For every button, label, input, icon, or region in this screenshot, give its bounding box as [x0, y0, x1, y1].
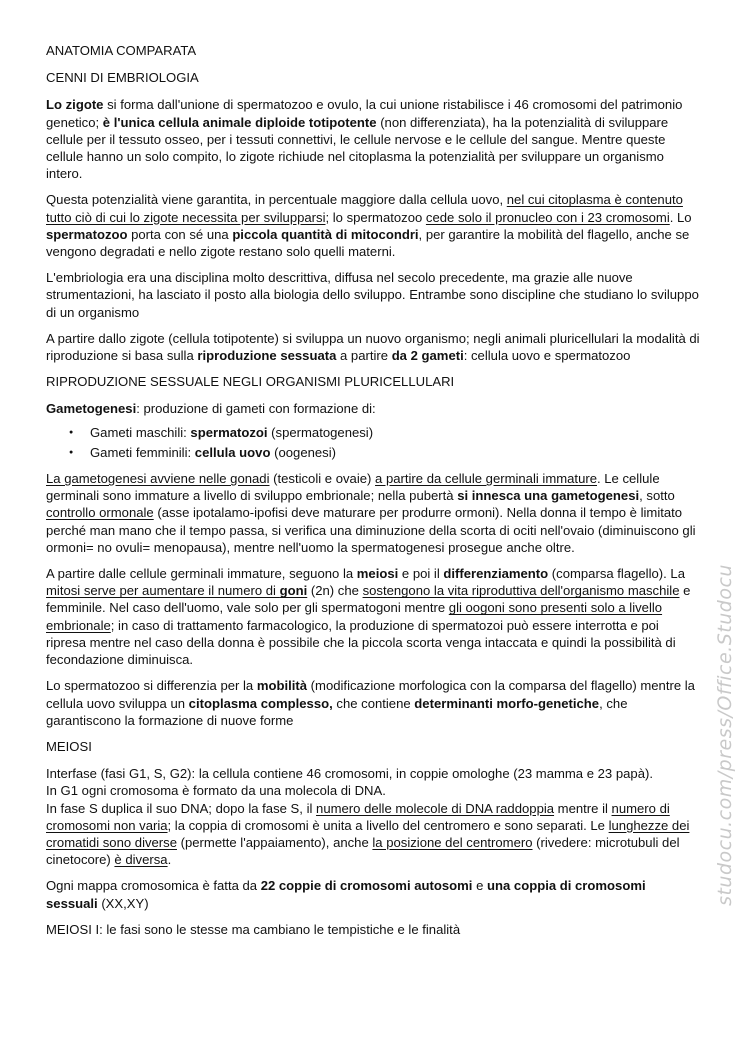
- list-item: [90, 444, 700, 461]
- bold-term: è l'unica cellula animale diploide totipotente: [102, 114, 377, 130]
- text-run: , per garantire la mobilità del flagello, anche se vengono degradati e nello zigote restano solo quelli materni.: [46, 226, 690, 260]
- text-run: .: [167, 852, 172, 868]
- paragraph-gametogenesi: [46, 400, 700, 417]
- bold-term: citoplasma complesso,: [188, 695, 333, 711]
- text-run: Gameti maschili:: [90, 424, 191, 440]
- underlined-phrase: cede solo il pronucleo con i 23 cromosomi: [425, 209, 670, 225]
- text-run: . Lo: [669, 209, 692, 225]
- underlined-phrase: controllo ormonale: [46, 505, 154, 521]
- section-heading-embriologia: CENNI DI EMBRIOLOGIA: [46, 70, 199, 86]
- bold-underlined-term: goni: [279, 583, 308, 599]
- text-run: , sotto: [639, 488, 675, 504]
- section-heading-meiosi: MEIOSI: [46, 738, 92, 754]
- text-run: Interfase (fasi G1, S, G2): la cellula contiene 46 cromosomi, in coppie omologhe (23 mamma e 23 papà).: [46, 766, 653, 782]
- text-run: porta con sé una: [127, 226, 233, 242]
- text-run: , che garantiscono la formazione di nuove forme: [46, 695, 628, 728]
- text-run: Lo spermatozoo si differenzia per la: [46, 678, 257, 694]
- bold-term: spermatozoi: [190, 424, 268, 440]
- text-run: A partire dalle cellule germinali immature, seguono la: [46, 566, 357, 582]
- bold-term: piccola quantità di mitocondri: [232, 226, 419, 242]
- text-run: (XX,XY): [97, 895, 149, 911]
- text-run: In G1 ogni cromosoma è formato da una molecola di DNA.: [46, 783, 386, 799]
- section-heading-riproduzione: RIPRODUZIONE SESSUALE NEGLI ORGANISMI PLURICELLULARI: [46, 374, 455, 390]
- text-run: a partire: [336, 348, 392, 364]
- bold-term: 22 coppie di cromosomi autosomi: [260, 878, 473, 894]
- text-run: : cellula uovo e spermatozoo: [463, 348, 631, 364]
- text-run: e femminile. Nel caso dell'uomo, vale solo per gli spermatogoni mentre: [46, 583, 691, 616]
- paragraph-potenzialita: [46, 191, 700, 260]
- text-run: che contiene: [332, 695, 415, 711]
- paragraph-gonadi: [46, 470, 700, 556]
- text-run: mentre il: [554, 800, 612, 816]
- text-run: Questa potenzialità viene garantita, in percentuale maggiore dalla cellula uovo,: [46, 192, 507, 208]
- paragraph-meiosi-differenziamento: [46, 565, 700, 668]
- bold-term: determinanti morfo-genetiche: [414, 695, 600, 711]
- underlined-phrase: numero di cromosomi non varia: [46, 800, 670, 833]
- text-run: (modificazione morfologica con la comparsa del flagello) mentre la cellula uovo sviluppa un: [46, 678, 695, 711]
- text-run: si forma dall'unione di spermatozoo e ovulo, la cui unione ristabilisce i 46 cromosomi del patrimonio genetico;: [46, 97, 683, 130]
- text-run: ; in caso di trattamento farmacologico, la produzione di spermatozoi può essere interrotta e poi ripresa mentre nel caso della donna è possibile che la piccola scorta venga intaccata e quindi la possibilità di fecondazione diminuisca.: [46, 617, 676, 668]
- text-run: ; lo spermatozoo: [325, 209, 426, 225]
- bold-term: da 2 gameti: [391, 348, 464, 364]
- bold-term: Gametogenesi: [46, 401, 137, 417]
- bold-term: una coppia di cromosomi sessuali: [46, 878, 646, 911]
- text-run: (permette l'appaiamento), anche: [177, 834, 373, 850]
- text-run: (comparsa flagello). La: [548, 566, 685, 582]
- bold-term: spermatozoo: [46, 226, 128, 242]
- underlined-phrase: gli oogoni sono presenti solo a livello embrionale: [46, 600, 663, 633]
- paragraph-mappa-cromosomica: [46, 877, 700, 911]
- paragraph-zigote: [46, 96, 700, 182]
- underlined-phrase: la posizione del centromero: [372, 834, 533, 850]
- text-run: . Le cellule germinali sono immature a livello di sviluppo embrionale; nella pubertà: [46, 471, 660, 504]
- text-run: Gameti femminili:: [90, 444, 195, 460]
- text-run: A partire dallo zigote (cellula totipotente) si sviluppa un nuovo organismo; negli animali pluricellulari la modalità di riproduzione si basa sulla: [46, 330, 700, 364]
- text-run: : produzione di gameti con formazione di:: [136, 401, 376, 417]
- text-run: (2n) che: [307, 583, 363, 599]
- text-run: e: [472, 878, 487, 894]
- text-run: (asse ipotalamo-ipofisi deve maturare per produrre ormoni). Nella donna il tempo è limitato perché man mano che il tempo passa, si verifica una diminuzione della scorta di ociti nell'ovaio (diminuiscono gli ormoni= no ovuli= menopausa), mentre nell'uomo la spermatogenesi prosegue anche oltre.: [46, 505, 696, 555]
- underlined-phrase: lunghezze dei cromatidi sono diverse: [46, 817, 690, 850]
- text-run: (non differenziata), ha la potenzialità di sviluppare cellule per il tessuto osseo, per i tessuti connettivi, le cellule nervose e le cellule del sangue. Mentre queste cellule hanno un solo compito, lo zigote richiude nel citoplasma la potenzialità per sviluppare un organismo intero.: [46, 114, 669, 182]
- paragraph-spermatozoo-mobilita: [46, 677, 700, 729]
- document-page: [46, 42, 700, 947]
- list-item: [90, 424, 700, 441]
- underlined-phrase: è diversa: [114, 852, 168, 868]
- paragraph-riproduzione: [46, 330, 700, 364]
- gameti-list: [46, 424, 700, 461]
- bold-term: si innesca una gametogenesi: [457, 488, 640, 504]
- underlined-phrase: nel cui citoplasma è contenuto tutto ciò di cui lo zigote necessita per svilupparsi: [46, 192, 683, 225]
- watermark: [714, 545, 736, 925]
- bold-term: cellula uovo: [194, 444, 271, 460]
- paragraph-embriologia: L'embriologia era una disciplina molto descrittiva, diffusa nel secolo precedente, ma grazie alle nuove strumentazioni, ha lasciato il posto alla biologia dello sviluppo. Entrambe sono discipline che studiano lo sviluppo di un organismo: [46, 270, 699, 320]
- paragraph-interfase: [46, 765, 700, 868]
- underlined-phrase: sostengono la vita riproduttiva dell'organismo maschile: [362, 583, 680, 599]
- bold-term: riproduzione sessuata: [197, 348, 337, 364]
- bold-term: mobilità: [256, 678, 308, 694]
- text-run: (rivedere: microtubuli del cinetocore): [46, 834, 680, 868]
- text-run: (spermatogenesi): [267, 424, 374, 440]
- paragraph-meiosi-uno: MEIOSI I: le fasi sono le stesse ma cambiano le tempistiche e le finalità: [46, 921, 461, 937]
- text-run: ; la coppia di cromosomi è unita a livello del centromero e sono separati. Le: [167, 817, 609, 833]
- document-title: ANATOMIA COMPARATA: [46, 43, 197, 58]
- bold-term: differenziamento: [443, 566, 549, 582]
- text-run: Ogni mappa cromosomica è fatta da: [46, 878, 261, 894]
- bold-term: meiosi: [356, 566, 399, 582]
- watermark-text: studocu.com/press/Office.Studocu: [714, 564, 737, 906]
- text-run: e poi il: [398, 566, 444, 582]
- underlined-phrase: La gametogenesi avviene nelle gonadi: [46, 471, 270, 487]
- text-run: (oogenesi): [270, 444, 336, 460]
- underlined-phrase: a partire da cellule germinali immature: [375, 471, 597, 487]
- underlined-phrase: mitosi serve per aumentare il numero di: [46, 583, 280, 599]
- underlined-phrase: numero delle molecole di DNA raddoppia: [316, 800, 555, 816]
- text-run: In fase S duplica il suo DNA; dopo la fase S, il: [46, 800, 317, 816]
- text-run: (testicoli e ovaie): [269, 471, 376, 487]
- bold-term: Lo zigote: [46, 97, 104, 113]
